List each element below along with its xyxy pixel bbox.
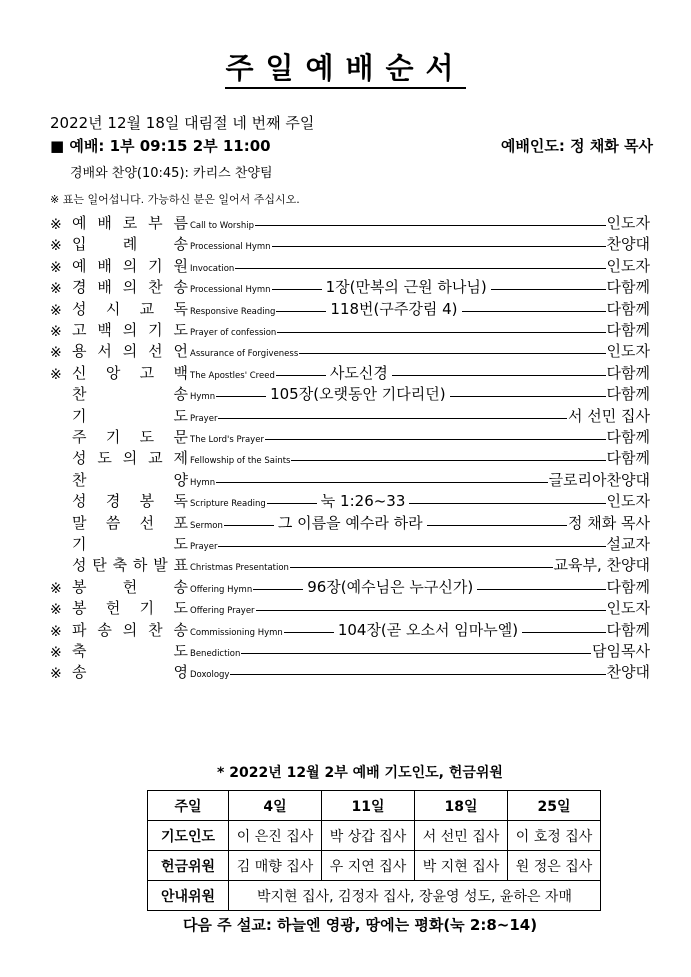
order-item xyxy=(50,468,650,490)
table-row xyxy=(148,851,601,881)
leader-line xyxy=(290,567,553,568)
item-english-name: Hymn xyxy=(190,477,216,488)
item-english-name: Christmas Presentation xyxy=(190,563,289,574)
table-header-cell: 25일 xyxy=(508,791,601,821)
item-english-name: Responsive Reading xyxy=(190,306,276,317)
item-english-name: Prayer of confession xyxy=(190,328,277,338)
leader-line xyxy=(450,396,606,397)
order-item xyxy=(50,361,650,383)
row-label: 안내위원 xyxy=(148,881,229,911)
order-item xyxy=(50,254,650,276)
order-item xyxy=(50,297,650,319)
leader-line xyxy=(491,289,606,290)
leader-line xyxy=(276,311,326,312)
leader-line xyxy=(218,546,605,547)
item-name: 성 시 교 독 xyxy=(72,299,188,318)
item-detail: 눅 1:26~33 xyxy=(320,492,406,511)
item-name: 용 서 의 선 언 xyxy=(72,342,188,361)
item-english-name: Commissioning Hymn xyxy=(190,627,283,638)
item-name: 찬 양 xyxy=(72,470,188,489)
leader-line xyxy=(427,525,567,526)
service-times: ■ 예배: 1부 09:15 2부 11:00 xyxy=(50,137,271,155)
item-leader: 다함께 xyxy=(606,577,650,596)
item-name: 고 백 의 기 도 xyxy=(72,321,188,339)
leader-line xyxy=(241,653,591,654)
table-cell: 이 은진 집사 xyxy=(229,821,322,851)
item-leader: 인도자 xyxy=(606,492,650,511)
item-leader: 인도자 xyxy=(606,599,650,618)
standing-mark: ※ xyxy=(50,259,62,276)
item-english-name: Fellowship of the Saints xyxy=(190,456,291,467)
item-name: 찬 송 xyxy=(72,385,188,404)
item-leader: 다함께 xyxy=(606,449,650,468)
item-name: 말 씀 선 포 xyxy=(72,513,188,532)
table-header-cell: 4일 xyxy=(229,791,322,821)
leader-line xyxy=(392,375,606,376)
standing-mark: ※ xyxy=(50,666,62,683)
leader-line xyxy=(272,289,322,290)
item-english-name: Sermon xyxy=(190,520,223,531)
order-item xyxy=(50,532,650,554)
item-name: 성 경 봉 독 xyxy=(72,492,188,511)
item-name: 입 례 송 xyxy=(72,235,188,254)
table-cell-merged: 박지현 집사, 김정자 집사, 장윤영 성도, 윤하은 자매 xyxy=(229,881,601,911)
leader-line xyxy=(409,503,605,504)
order-item xyxy=(50,318,650,340)
leader-line xyxy=(235,268,605,269)
leader-line xyxy=(284,632,334,633)
schedule-table xyxy=(147,790,601,911)
service-leader: 예배인도: 정 채화 목사 xyxy=(500,137,653,155)
table-cell: 김 매향 집사 xyxy=(229,851,322,881)
table-cell: 이 호정 집사 xyxy=(508,821,601,851)
leader-line xyxy=(462,311,606,312)
item-name: 성 도 의 교 제 xyxy=(72,449,188,468)
item-leader: 다함께 xyxy=(606,299,650,318)
leader-line xyxy=(522,632,605,633)
leader-line xyxy=(255,225,606,226)
item-detail: 사도신경 xyxy=(329,363,388,382)
item-detail: 1장(만복의 근원 하나님) xyxy=(325,278,487,297)
leader-line xyxy=(265,439,606,440)
table-header-cell: 주일 xyxy=(148,791,229,821)
table-row xyxy=(148,881,601,911)
table-header-row xyxy=(148,791,601,821)
item-english-name: Call to Worship xyxy=(190,221,254,231)
item-leader: 설교자 xyxy=(606,535,650,553)
order-item xyxy=(50,618,650,640)
item-detail: 118번(구주강림 4) xyxy=(330,299,458,318)
item-leader: 서 선민 집사 xyxy=(568,406,650,425)
praise-line: 경배와 찬양(10:45): 카리스 찬양팀 xyxy=(70,166,273,181)
item-name: 예 배 의 기 원 xyxy=(72,256,188,275)
leader-line xyxy=(299,353,605,354)
order-item xyxy=(50,660,650,682)
item-name: 신 앙 고 백 xyxy=(72,363,188,382)
order-item xyxy=(50,639,650,661)
item-leader: 다함께 xyxy=(606,385,650,404)
schedule-title: * 2022년 12월 2부 예배 기도인도, 헌금위원 xyxy=(217,765,503,781)
item-english-name: Processional Hymn xyxy=(190,285,271,296)
item-english-name: Doxology xyxy=(190,670,230,681)
item-leader: 인도자 xyxy=(606,256,650,275)
table-row xyxy=(148,821,601,851)
standing-mark: ※ xyxy=(50,302,62,319)
standing-note: ※ 표는 일어섭니다. 가능하신 분은 일어서 주십시오. xyxy=(50,193,300,206)
order-item xyxy=(50,489,650,511)
standing-mark: ※ xyxy=(50,238,62,255)
page-title: 주일예배순서 xyxy=(0,46,691,87)
item-english-name: Hymn xyxy=(190,392,216,403)
item-english-name: The Apostles' Creed xyxy=(190,370,275,381)
order-item xyxy=(50,404,650,426)
order-item xyxy=(50,511,650,533)
leader-line xyxy=(267,503,317,504)
standing-mark: ※ xyxy=(50,645,62,661)
item-english-name: Prayer xyxy=(190,413,218,424)
order-item xyxy=(50,339,650,361)
item-english-name: Prayer xyxy=(190,542,218,552)
item-leader: 다함께 xyxy=(606,620,650,639)
item-english-name: The Lord's Prayer xyxy=(190,435,264,445)
leader-line xyxy=(230,674,605,675)
item-leader: 다함께 xyxy=(606,321,650,339)
item-name: 기 도 xyxy=(72,406,188,425)
order-item xyxy=(50,275,650,297)
item-english-name: Invocation xyxy=(190,263,235,274)
item-name: 파 송 의 찬 송 xyxy=(72,620,188,639)
item-leader: 인도자 xyxy=(606,342,650,361)
item-english-name: Assurance of Forgiveness xyxy=(190,349,299,360)
standing-mark: ※ xyxy=(50,345,62,362)
order-item xyxy=(50,575,650,597)
order-item xyxy=(50,596,650,618)
item-english-name: Processional Hymn xyxy=(190,242,271,253)
item-detail: 104장(곧 오소서 임마누엘) xyxy=(337,620,519,639)
table-cell: 박 상갑 집사 xyxy=(322,821,415,851)
standing-mark: ※ xyxy=(50,623,62,640)
standing-mark: ※ xyxy=(50,366,62,383)
table-cell: 원 정은 집사 xyxy=(508,851,601,881)
item-leader: 글로리아찬양대 xyxy=(548,470,650,489)
table-cell: 우 지연 집사 xyxy=(322,851,415,881)
item-name: 기 도 xyxy=(72,535,188,553)
leader-line xyxy=(216,396,266,397)
table-header-cell: 11일 xyxy=(322,791,415,821)
item-leader: 담임목사 xyxy=(592,642,650,660)
leader-line xyxy=(256,610,606,611)
row-label: 기도인도 xyxy=(148,821,229,851)
standing-mark: ※ xyxy=(50,281,62,298)
row-label: 헌금위원 xyxy=(148,851,229,881)
item-name: 주 기 도 문 xyxy=(72,428,188,446)
item-leader: 정 채화 목사 xyxy=(568,513,650,532)
item-detail: 그 이름을 예수라 하라 xyxy=(277,513,423,532)
leader-line xyxy=(216,482,547,483)
item-english-name: Offering Prayer xyxy=(190,606,255,617)
item-name: 봉 헌 송 xyxy=(72,577,188,596)
item-name: 경 배 의 찬 송 xyxy=(72,278,188,297)
standing-mark: ※ xyxy=(50,217,62,233)
table-header-cell: 18일 xyxy=(415,791,508,821)
order-item xyxy=(50,425,650,447)
order-item xyxy=(50,232,650,254)
item-leader: 교육부, 찬양대 xyxy=(553,556,650,575)
item-detail: 105장(오랫동안 기다리던) xyxy=(270,385,446,404)
item-leader: 찬양대 xyxy=(606,663,650,682)
item-leader: 인도자 xyxy=(606,214,650,232)
item-leader: 다함께 xyxy=(606,363,650,382)
item-english-name: Benediction xyxy=(190,649,241,659)
standing-mark: ※ xyxy=(50,602,62,619)
item-name: 송 영 xyxy=(72,663,188,682)
item-leader: 다함께 xyxy=(606,278,650,297)
leader-line xyxy=(218,418,567,419)
order-item xyxy=(50,382,650,404)
item-leader: 찬양대 xyxy=(606,235,650,254)
date-line: 2022년 12월 18일 대림절 네 번째 주일 xyxy=(50,114,315,132)
item-name: 예 배 로 부 름 xyxy=(72,214,188,232)
item-detail: 96장(예수님은 누구신가) xyxy=(307,577,474,596)
leader-line xyxy=(277,332,605,333)
item-english-name: Scripture Reading xyxy=(190,499,266,510)
leader-line xyxy=(291,460,605,461)
item-name: 성 탄 축 하 발 표 xyxy=(72,556,188,575)
standing-mark: ※ xyxy=(50,324,62,340)
item-name: 축 도 xyxy=(72,642,188,660)
order-item xyxy=(50,553,650,575)
standing-mark: ※ xyxy=(50,580,62,597)
table-cell: 서 선민 집사 xyxy=(415,821,508,851)
order-item xyxy=(50,446,650,468)
item-leader: 다함께 xyxy=(606,428,650,446)
leader-line xyxy=(477,589,605,590)
leader-line xyxy=(272,246,606,247)
leader-line xyxy=(253,589,303,590)
next-sermon: 다음 주 설교: 하늘엔 영광, 땅에는 평화(눅 2:8~14) xyxy=(182,916,538,934)
leader-line xyxy=(276,375,326,376)
item-name: 봉 헌 기 도 xyxy=(72,599,188,618)
order-item xyxy=(50,211,650,233)
item-english-name: Offering Hymn xyxy=(190,584,253,595)
table-cell: 박 지현 집사 xyxy=(415,851,508,881)
leader-line xyxy=(224,525,274,526)
